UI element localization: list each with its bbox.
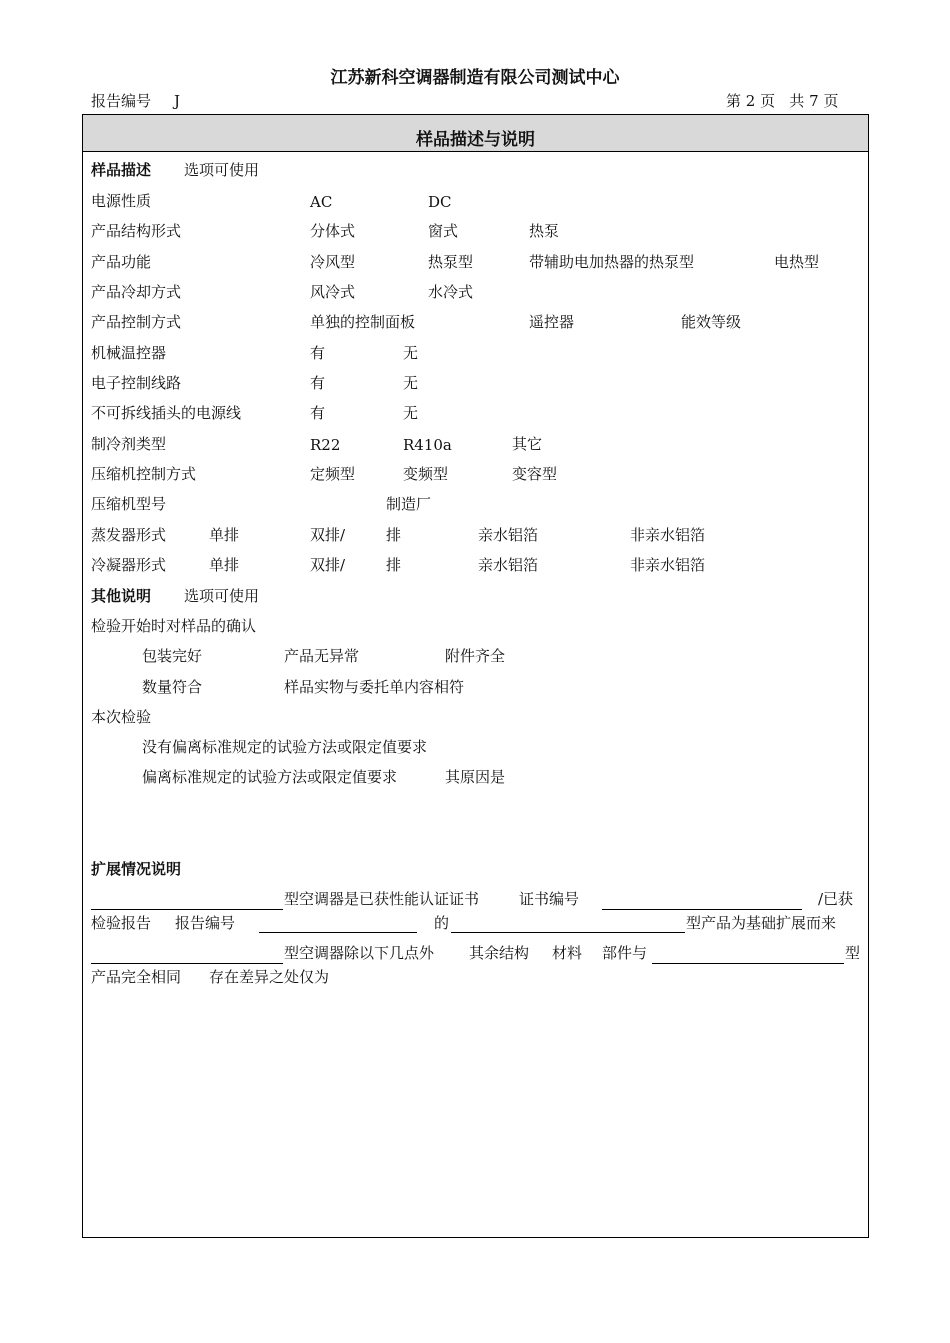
condenser-option-single-row: 单排 <box>209 556 240 574</box>
deviation-reason-label: 其原因是 <box>445 768 506 786</box>
evaporator-option-single-row: 单排 <box>209 526 240 544</box>
sample-confirmation-label: 检验开始时对样品的确认 <box>91 617 257 635</box>
section-title: 样品描述与说明 <box>416 130 535 150</box>
parts-with-text: 部件与 <box>602 944 648 962</box>
test-no-deviation: 没有偏离标准规定的试验方法或限定值要求 <box>142 738 428 756</box>
control-option-panel: 单独的控制面板 <box>310 313 416 331</box>
extension-heading: 扩展情况说明 <box>91 860 182 878</box>
structure-option-window: 窗式 <box>428 222 459 240</box>
control-option-remote: 遥控器 <box>529 313 575 331</box>
electronic-control-yes: 有 <box>310 374 326 392</box>
model-blank-2[interactable] <box>91 963 283 964</box>
evaporator-option-hydrophilic: 亲水铝箔 <box>478 526 539 544</box>
power-option-ac: AC <box>310 193 333 211</box>
confirm-quantity-match: 数量符合 <box>142 678 203 696</box>
power-type-label: 电源性质 <box>91 192 152 210</box>
extension-line1-text: 型空调器是已获性能认证证书 <box>284 890 480 908</box>
structure-option-heatpump: 热泵 <box>529 222 560 240</box>
organization-title: 江苏新科空调器制造有限公司测试中心 <box>330 68 620 88</box>
material-text: 材料 <box>552 944 583 962</box>
confirm-sample-matches-order: 样品实物与委托单内容相符 <box>284 678 465 696</box>
report-number-label: 报告编号 <box>91 92 152 110</box>
confirm-accessories-complete: 附件齐全 <box>445 647 506 665</box>
condenser-option-non-hydrophilic: 非亲水铝箔 <box>630 556 706 574</box>
cooling-option-water: 水冷式 <box>428 283 474 301</box>
compressor-option-inverter: 变频型 <box>403 465 449 483</box>
refrigerant-option-r22: R22 <box>310 436 341 454</box>
mech-thermostat-no: 无 <box>403 344 419 362</box>
condenser-option-double-row: 双排/ <box>310 556 346 574</box>
sample-description-heading: 样品描述 <box>91 161 152 179</box>
energy-efficiency-grade-label: 能效等级 <box>681 313 742 331</box>
compressor-control-label: 压缩机控制方式 <box>91 465 197 483</box>
cooling-option-air: 风冷式 <box>310 283 356 301</box>
page-info: 第 2 页 共 7 页 <box>726 92 839 110</box>
evaporator-option-double-row: 双排/ <box>310 526 346 544</box>
confirm-product-normal: 产品无异常 <box>284 647 360 665</box>
power-cord-yes: 有 <box>310 404 326 422</box>
evaporator-option-non-hydrophilic: 非亲水铝箔 <box>630 526 706 544</box>
confirm-packaging-intact: 包装完好 <box>142 647 203 665</box>
report-frame <box>82 114 869 1238</box>
compressor-option-fixed: 定频型 <box>310 465 356 483</box>
compressor-option-variable-capacity: 变容型 <box>512 465 558 483</box>
function-option-electric: 电热型 <box>774 253 820 271</box>
refrigerant-label: 制冷剂类型 <box>91 435 167 453</box>
extension-line3-end: 型 <box>845 944 861 962</box>
extension-line2-end: 型产品为基础扩展而来 <box>686 914 837 932</box>
section-title-bar <box>83 115 868 152</box>
certificate-number-label: 证书编号 <box>519 890 580 908</box>
compressor-model-label: 压缩机型号 <box>91 495 167 513</box>
function-label: 产品功能 <box>91 253 152 271</box>
manufacturer-label: 制造厂 <box>386 495 432 513</box>
cooling-method-label: 产品冷却方式 <box>91 283 182 301</box>
other-notes-note: 选项可使用 <box>184 587 260 605</box>
electronic-control-no: 无 <box>403 374 419 392</box>
this-test-label: 本次检验 <box>91 708 152 726</box>
control-method-label: 产品控制方式 <box>91 313 182 331</box>
condenser-option-hydrophilic: 亲水铝箔 <box>478 556 539 574</box>
test-deviation: 偏离标准规定的试验方法或限定值要求 <box>142 768 398 786</box>
extension-of-text: 的 <box>434 914 450 932</box>
function-option-heatpump: 热泵型 <box>428 253 474 271</box>
power-option-dc: DC <box>428 193 452 211</box>
report-number-value: J <box>174 92 181 110</box>
evaporator-type-label: 蒸发器形式 <box>91 526 167 544</box>
mech-thermostat-yes: 有 <box>310 344 326 362</box>
report-number-blank[interactable] <box>259 932 417 933</box>
refrigerant-option-other: 其它 <box>512 435 543 453</box>
refrigerant-option-r410a: R410a <box>403 436 452 454</box>
identical-product-text: 产品完全相同 <box>91 968 182 986</box>
function-option-cooling: 冷风型 <box>310 253 356 271</box>
power-cord-no: 无 <box>403 404 419 422</box>
structure-option-split: 分体式 <box>310 222 356 240</box>
differences-text: 存在差异之处仅为 <box>209 968 330 986</box>
sample-description-note: 选项可使用 <box>184 161 260 179</box>
condenser-option-rows: 排 <box>386 556 402 574</box>
base-model-blank[interactable] <box>451 932 685 933</box>
power-cord-label: 不可拆线插头的电源线 <box>91 404 242 422</box>
extension-line1-end: /已获 <box>818 890 854 908</box>
report-number-label-2: 报告编号 <box>175 914 236 932</box>
other-structure-text: 其余结构 <box>469 944 530 962</box>
other-notes-heading: 其他说明 <box>91 587 152 605</box>
evaporator-option-rows: 排 <box>386 526 402 544</box>
function-option-aux-heater: 带辅助电加热器的热泵型 <box>529 253 695 271</box>
electronic-control-label: 电子控制线路 <box>91 374 182 392</box>
compare-model-blank[interactable] <box>652 963 844 964</box>
certificate-number-blank[interactable] <box>602 909 802 910</box>
test-report-label: 检验报告 <box>91 914 152 932</box>
extension-line3-text: 型空调器除以下几点外 <box>284 944 435 962</box>
condenser-type-label: 冷凝器形式 <box>91 556 167 574</box>
structure-label: 产品结构形式 <box>91 222 182 240</box>
mech-thermostat-label: 机械温控器 <box>91 344 167 362</box>
model-blank-1[interactable] <box>91 909 283 910</box>
